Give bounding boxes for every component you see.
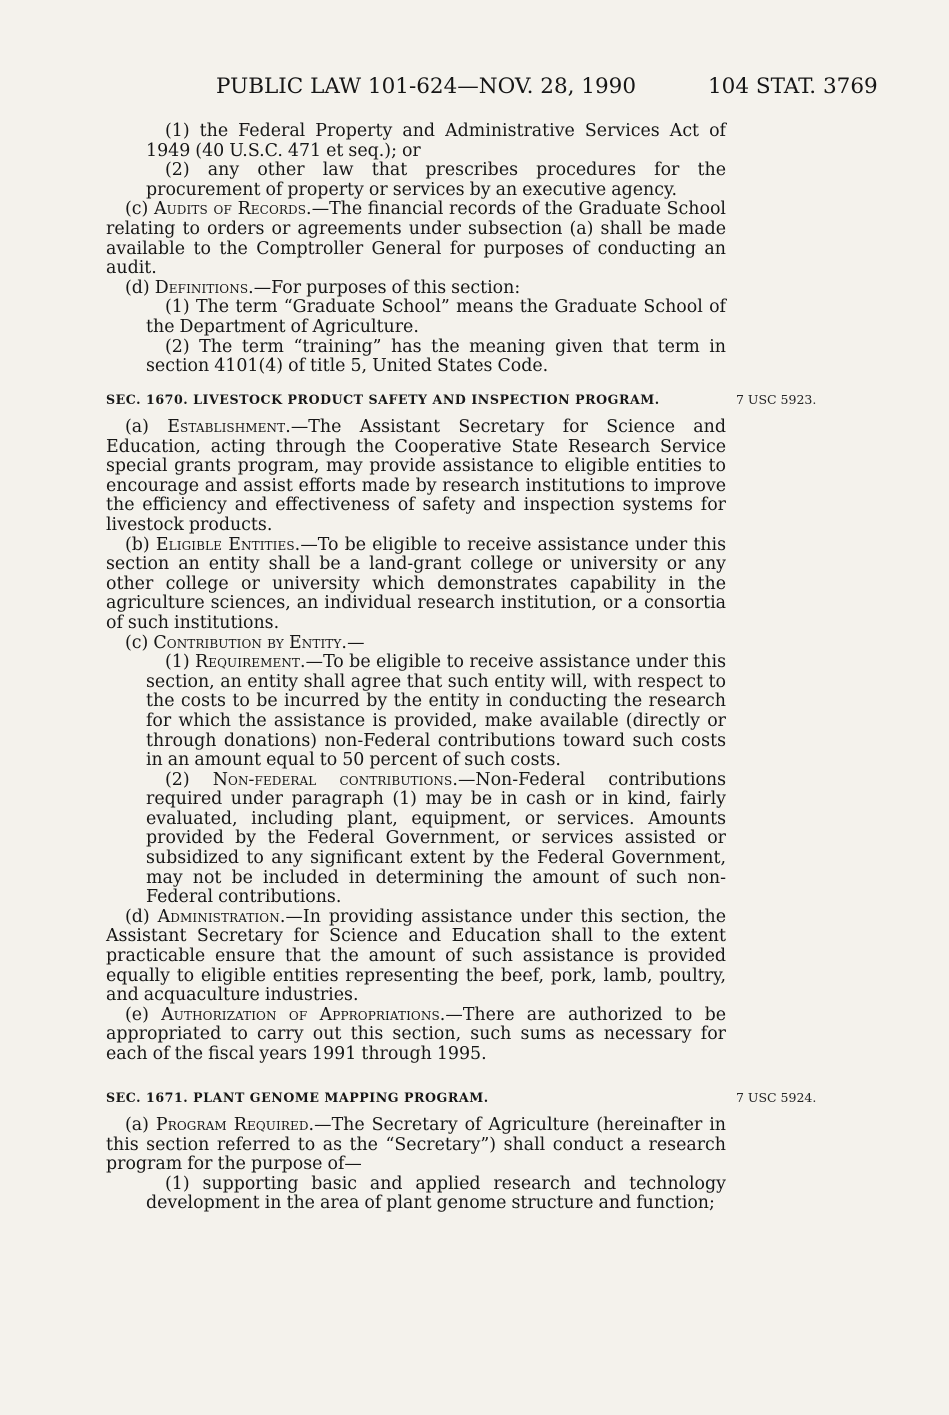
definition-1: (1) The term “Graduate School” means the Graduate School of the Department of Agriculture. (146, 297, 726, 337)
body: —The Secretary of Agriculture (hereinafter in this section referred to as the “Secretary”) shall conduct a research program for the purpose of— (106, 1115, 726, 1175)
section-1671-body (106, 1116, 726, 1214)
caps-heading: Eligible Entities. (155, 534, 301, 555)
body: —The financial records of the Graduate School relating to orders or agreements under subsection (a) shall be made available to the Comptroller General for purposes of conducting an audit. (106, 199, 726, 279)
body: —To be eligible to receive assistance under this section, an entity shall agree that such entity will, with respect to the costs to be incurred by the entity in conducting the research for which the assistance is provided, make available (directly or through donations) non-Federal contributions toward such costs in an amount equal to 50 percent of such costs. (146, 652, 726, 771)
body: — (347, 632, 365, 653)
subsection-a-establishment (106, 418, 726, 536)
subsection-c-audits (106, 200, 726, 278)
caps-heading: Definitions. (154, 277, 254, 298)
paragraph-a1: (1) supporting basic and applied research and technology development in the area of plant genome structure and function; (146, 1173, 726, 1214)
caps-heading: Requirement. (195, 652, 306, 673)
label: (d) (125, 277, 155, 298)
paragraph-1: (1) the Federal Property and Administrative Services Act of 1949 (40 U.S.C. 471 et seq.); or (146, 121, 726, 161)
body: —There are authorized to be appropriated to carry out this section, such sums as necessary for each of the fiscal years 1991 through 1995. (106, 1004, 727, 1064)
caps-heading: Administration. (157, 906, 286, 927)
label: (a) (125, 1115, 156, 1135)
caps-heading: Establishment. (167, 417, 291, 437)
page-header (0, 74, 949, 108)
subsection-e-appropriations (106, 1006, 726, 1065)
paragraph-c1-requirement (106, 653, 726, 771)
definition-2: (2) The term “training” has the meaning given that term in section 4101(4) of title 5, United States Code. (146, 336, 726, 377)
caps-heading: Authorization of Appropriations. (161, 1004, 446, 1025)
label: (c) (125, 632, 154, 653)
label: (e) (125, 1004, 162, 1025)
subsection-d-administration (106, 908, 726, 1006)
body: —In providing assistance under this section, the Assistant Secretary for Science and Education shall to the extent practicable ensure that the amount of such assistance is provided equally to eligible entities representing the beef, pork, lamb, poultry, and acquaculture industries. (106, 906, 727, 1006)
label: (2) (165, 769, 213, 790)
caps-heading: Program Required. (155, 1115, 315, 1135)
label: (d) (125, 906, 158, 927)
label: (1) (165, 652, 196, 673)
paragraph-c2-non-federal (106, 771, 726, 908)
body: —The Assistant Secretary for Science and Education, acting through the Cooperative State Research Service special grants program, may provide assistance to eligible entities to encourage and assist efforts made by research institutions to improve the efficiency and effectiveness of safety and inspection systems for livestock products. (106, 417, 726, 535)
paragraph-2: (2) any other law that prescribes procedures for the procurement of property or services by an executive agency. (146, 160, 726, 200)
label: (c) (125, 199, 154, 220)
section-1670-body (106, 418, 726, 1065)
body: —Non-Federal contributions required under paragraph (1) may be in cash or in kind, fairly evaluated, including plant, equipment, or services. Amounts provided by the Federal Government, or services assisted or subsidized to any significant extent by the Federal Government, may not be included in determining the amount of such non-Federal contributions. (146, 769, 726, 908)
subsection-a-program-required (106, 1116, 726, 1175)
section-1670-margin-note: 7 USC 5923. (736, 392, 817, 407)
body: —For purposes of this section: (253, 277, 521, 298)
subsection-d-definitions (106, 279, 726, 299)
caps-heading: Non-federal contributions. (212, 769, 458, 790)
section-1671-heading: SEC. 1671. PLANT GENOME MAPPING PROGRAM. (106, 1090, 489, 1105)
caps-heading: Audits of Records. (153, 199, 312, 220)
label: (b) (125, 534, 156, 555)
section-1671-margin-note: 7 USC 5924. (736, 1090, 817, 1105)
subsection-b-eligible-entities (106, 536, 726, 634)
section-1670-heading: SEC. 1670. LIVESTOCK PRODUCT SAFETY AND INSPECTION PROGRAM. (106, 392, 660, 407)
body: —To be eligible to receive assistance under this section an entity shall be a land-grant college or university or any other college or university which demonstrates capability in the agriculture sciences, an individual research institution, or a consortia of such institutions. (106, 534, 726, 633)
caps-heading: Contribution by Entity. (153, 632, 348, 653)
label: (a) (125, 417, 168, 437)
continuation-block (106, 122, 726, 377)
subsection-c-contribution (106, 634, 726, 654)
header-stat-page: 104 STAT. 3769 (708, 74, 878, 99)
header-public-law: PUBLIC LAW 101-624—NOV. 28, 1990 (216, 74, 637, 99)
